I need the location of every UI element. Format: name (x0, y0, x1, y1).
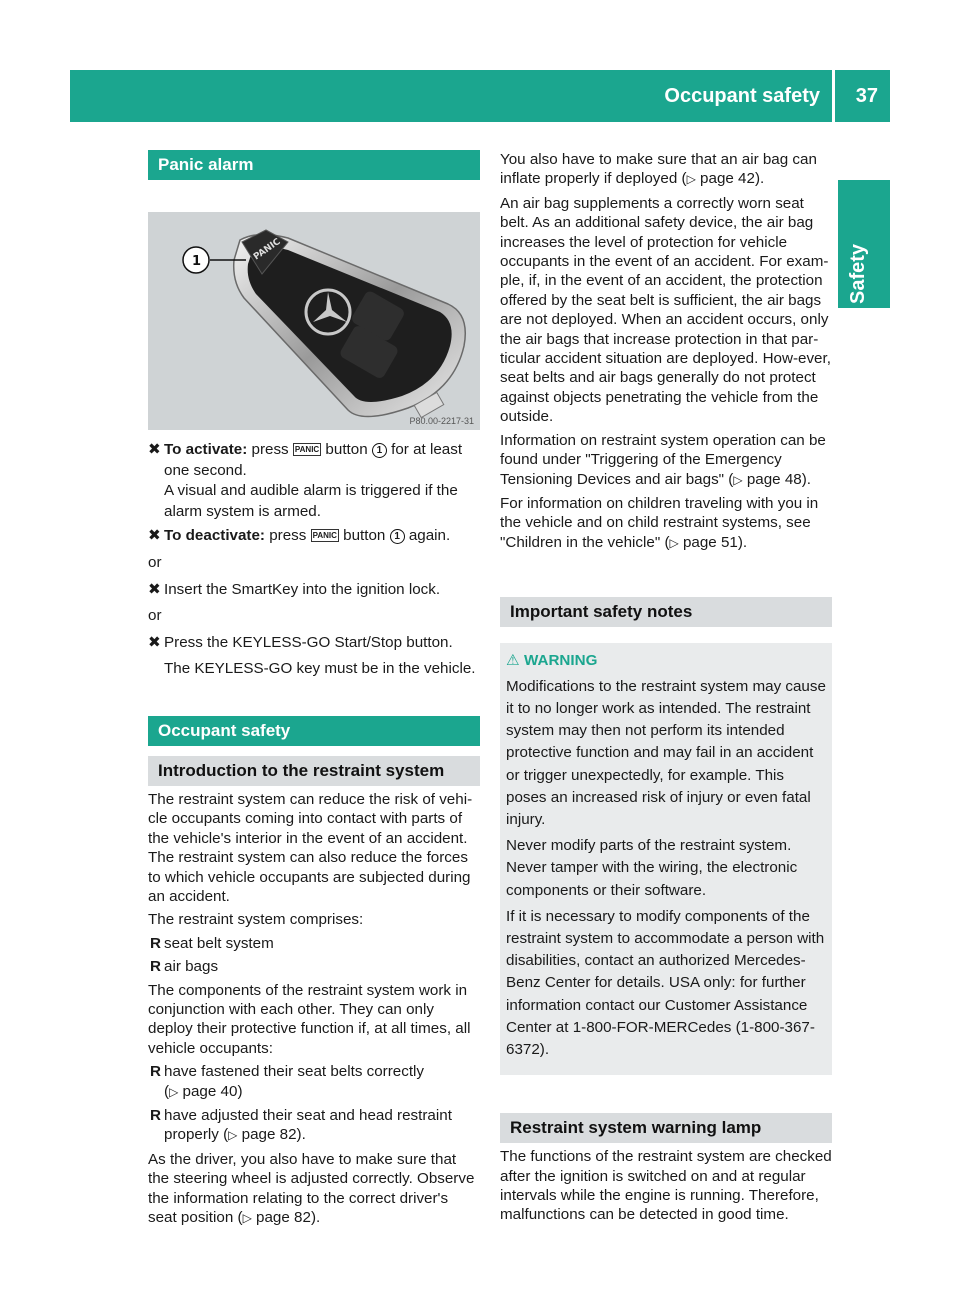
supplement-paragraph: An air bag supplements a correctly worn seat belt. As an additional safety device, the air bag increases the level of protection for vehicle occupants in the event of an accident. For exam-ple, if, in the event of an accident, the protection offered by the seat belt is sufficient, the air bags are not deployed. When an accident occurs, only the air bags that increase protection in that par-ticular accident situation are deployed. How-ever, seat belts and air bags generally do not protect against objects penetrating the vehicle from the outside. (500, 194, 831, 426)
step-insert-key: ✖ Insert the SmartKey into the ignition lock. (148, 580, 480, 601)
figure-code: P80.00-2217-31 (409, 416, 474, 426)
panic-button-label: PANIC (251, 236, 283, 263)
step-note: A visual and audible alarm is triggered if the alarm system is armed. (164, 482, 458, 520)
warning-box (500, 643, 832, 1075)
side-tab-label: Safety (847, 243, 869, 304)
list-item: R air bags (150, 958, 219, 976)
page-number: 37 (855, 85, 878, 107)
warning-header (506, 651, 826, 672)
right-column: You also have to make sure that an air bag can inflate properly if deployed (▷ page 42). An air bag supplements a correctly worn seat belt. As an additional safety device, the air bag increases the level of protection for vehicle occupants in the event of an accident. For exam-ple, if, in the event of an accident, the protection offered by the seat belt is sufficient, the air bags are not deployed. When an accident occurs, only the air bags that increase protection in that par-ticular accident situation are deployed. How-ever, seat belts and air bags generally do not protect against objects penetrating the vehicle from the outside. Information on restraint system operation can be found under "Triggering of the Emergency Tensioning Devices and air bags" (▷ page 48). For information on children traveling with you in the vehicle and on child restraint systems, see "Children in the vehicle" (▷ page 51). Important safety notes ⚠ WARNING Modifications to the restraint system may cause it to no longer work as intended. The restraint system may then not perform its intended protective function and may fail in an accident or trigger unexpectedly, for example. This poses an increased risk of injury or even fatal injury. Never modify parts of the restraint system. Never tamper with the wiring, the electronic components or their software. If it is necessary to modify components of the restraint system to accommodate a person with disabilities, contact an authorized Mercedes-Benz Center for details. USA only: for further information contact our Customer Assistance Center at 1-800-FOR-MERCedes (1-800-367-6372). Restraint system warning lamp The functions of the restraint system are checked after the ignition is switched on and at regular intervals while the engine is running. Therefore, malfunctions can be detected in good time. (500, 151, 832, 1224)
page-ref-link[interactable]: page 40 (182, 1082, 238, 1100)
or-text: or (148, 607, 162, 625)
list-item: R have adjusted their seat and head restraint properly (▷ page 82). (150, 1107, 452, 1144)
components-paragraph: The components of the restraint system work in conjunction with each other. They can only deploy their protective function if, at all times, all vehicle occupants: (148, 981, 471, 1057)
step-arrow-icon: ✖ (148, 441, 161, 458)
smartkey-figure (148, 212, 480, 430)
panic-icon: PANIC (294, 445, 320, 454)
page-ref-icon: ▷ (228, 1128, 238, 1143)
step-activate: ✖ To activate: press PANIC button 1 for at least one second. A visual and audible alarm is triggered if the alarm system is armed. (148, 440, 480, 522)
page-ref-link[interactable]: page 48 (746, 470, 802, 488)
step-arrow-icon: ✖ (148, 633, 161, 651)
warning-lamp-paragraph: The functions of the restraint system are checked after the ignition is switched on and at regular intervals while the engine is running. Therefore, malfunctions can be detected in good time. (500, 1148, 832, 1224)
figure-callout: 1 (192, 254, 202, 269)
page-ref-link[interactable]: page 82 (241, 1126, 297, 1144)
safety-notes-heading: Important safety notes (500, 597, 832, 627)
left-column: Panic alarm PANIC 1 P80.00-2217-31 ✖ To activate: press PANIC button 1 for at least one second. A visual and audible alarm is triggered if the alarm system is armed. ✖ To deactivate: press PANIC button 1 again. or ✖ Insert the SmartKey into the ignition lock. or ✖ Press the KEYLESS-GO Start/Stop button. The KEYLESS-GO key must be in the vehicle. Occupant safety Introduction to the restraint system The restraint system can reduce the risk of vehi-cle occupants coming into contact with parts of the vehicle's interior in the event of an accident. The restraint system can also reduce the forces to which vehicle occupants are subjected during an accident. The restraint system comprises: R seat belt system R air bags The components of the restraint system work in conjunction with each other. They can only deploy their protective function if, at all times, all vehicle occupants: R have fastened their seat belts correctly (▷ page 40) R have adjusted their seat and head restraint properly (▷ page 82). As the driver, you also have to make sure that the steering wheel is adjusted correctly. Observe the information relating to the correct driver's seat position (▷ page 82). (148, 150, 480, 1232)
header-divider (832, 70, 835, 122)
step-note: The KEYLESS-GO key must be in the vehicle. (164, 660, 476, 678)
step-label: To deactivate: (164, 527, 265, 545)
step-keyless-go: ✖ Press the KEYLESS-GO Start/Stop button. The KEYLESS-GO key must be in the vehicle. (148, 633, 480, 680)
comprises-paragraph: The restraint system comprises: (148, 911, 364, 929)
step-arrow-icon: ✖ (148, 580, 161, 598)
step-deactivate: ✖ To deactivate: press PANIC button 1 again. (148, 526, 480, 547)
intro-paragraph: The restraint system can reduce the risk of vehi-cle occupants coming into contact with parts of the vehicle's interior in the event of an accident. The restraint system can also reduce the forces to which vehicle occupants are subjected during an accident. (148, 790, 473, 905)
warning-paragraph: Never modify parts of the restraint system. Never tamper with the wiring, the electronic components or their software. (506, 837, 798, 899)
or-text: or (148, 553, 162, 571)
operation-paragraph: Information on restraint system operation can be found under "Triggering of the Emergency Tensioning Devices and air bags" (500, 431, 826, 488)
step-arrow-icon: ✖ (148, 527, 161, 545)
driver-paragraph: As the driver, you also have to make sure that the steering wheel is adjusted correctly. Observe the information relating to the correct driver's seat position (148, 1150, 475, 1227)
panic-heading: Panic alarm (148, 150, 480, 180)
page-ref-icon: ▷ (169, 1084, 179, 1099)
warning-paragraph: If it is necessary to modify components of the restraint system to accommodate a person with disabilities, contact an authorized Mercedes-Benz Center for details. USA only: for further information contact our Customer Assistance Center at 1-800-FOR-MERCedes (1-800-367-6372). (506, 907, 825, 1058)
callout-icon: 1 (372, 443, 387, 458)
page-ref-link[interactable]: page 42 (700, 170, 755, 188)
children-paragraph: For information on children traveling with you in the vehicle and on child restraint systems, see "Children in the vehicle" (500, 494, 819, 551)
panic-icon: PANIC (312, 531, 337, 541)
page-ref-link[interactable]: page 51 (682, 533, 738, 551)
list-item: R have fastened their seat belts correctly (▷ page 40) (150, 1063, 425, 1100)
warning-label: WARNING (524, 652, 598, 670)
page-ref-icon: ▷ (669, 535, 679, 550)
callout-icon: 1 (390, 529, 405, 544)
step-label: To activate: (164, 441, 248, 458)
intro-heading: Introduction to the restraint system (148, 756, 480, 786)
page-header (70, 70, 890, 122)
page-ref-link[interactable]: page 82 (256, 1209, 311, 1227)
warning-triangle-icon: ⚠ (506, 652, 520, 670)
occupant-safety-heading: Occupant safety (148, 716, 480, 746)
warning-paragraph: Modifications to the restraint system may cause it to no longer work as intended. The restraint system may then not perform its intended protective function and may fail in an accident or trigger unexpectedly, for example. This poses an increased risk of injury or even fatal injury. (506, 677, 826, 828)
page-ref-icon: ▷ (686, 172, 696, 187)
header-title: Occupant safety (664, 85, 820, 107)
side-tab (838, 180, 890, 308)
list-item: R seat belt system (150, 934, 274, 952)
smartkey-illustration (148, 212, 480, 430)
airbag-paragraph: You also have to make sure that an air bag can inflate properly if deployed (500, 151, 817, 188)
warning-lamp-heading: Restraint system warning lamp (500, 1113, 832, 1143)
page-ref-icon: ▷ (242, 1211, 252, 1226)
page-ref-icon: ▷ (733, 472, 743, 487)
